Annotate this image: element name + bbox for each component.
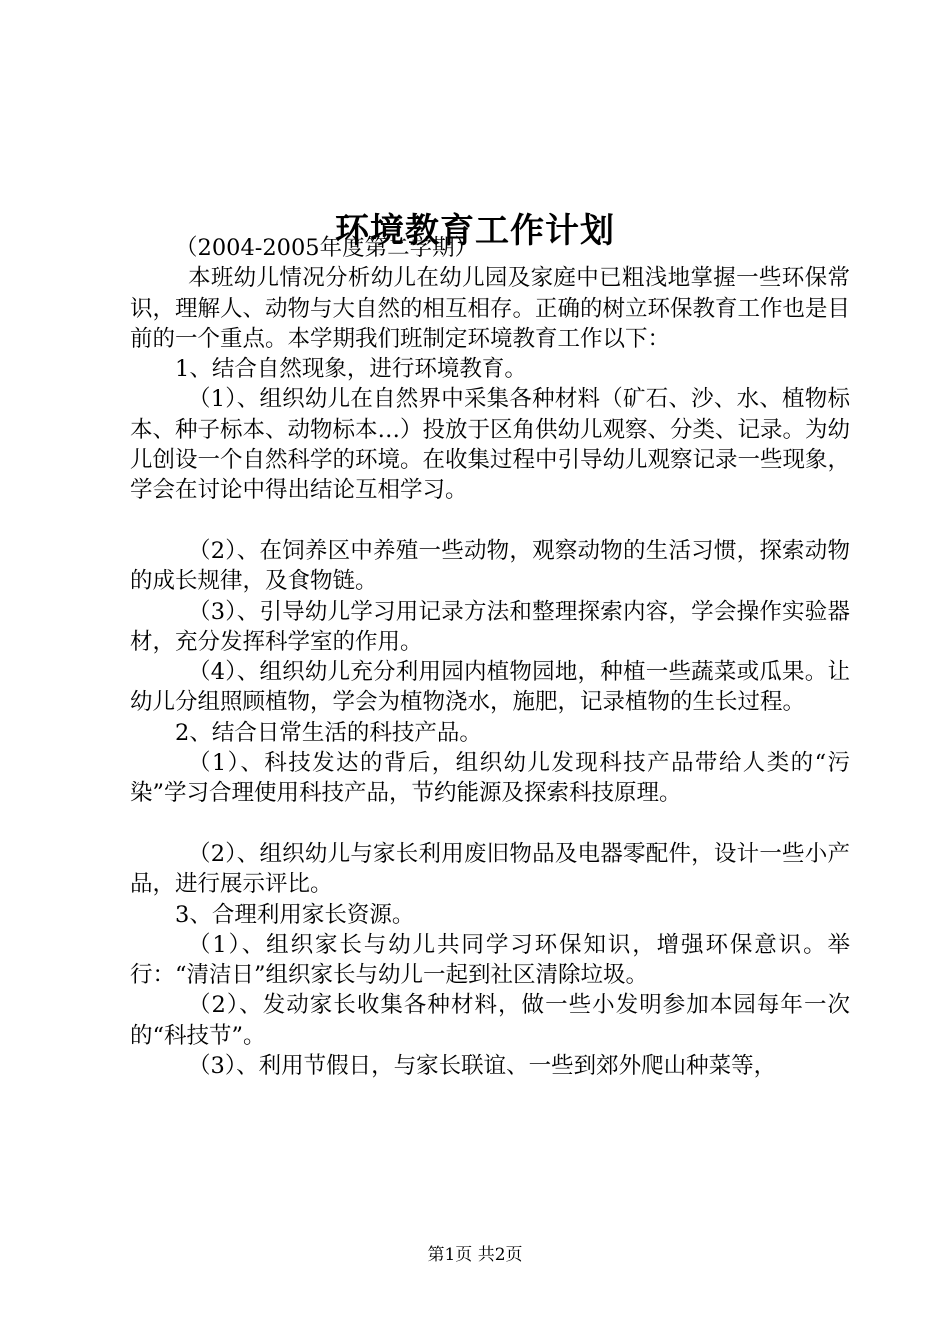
list-item: （1）、组织家长与幼儿共同学习环保知识，增强环保意识。举行：“清洁日”组织家长与幼儿一起到社区清除垃圾。: [130, 931, 850, 989]
subtitle: （2004-2005年度第二学期）: [175, 235, 478, 261]
list-item: （2）、组织幼儿与家长利用废旧物品及电器零配件，设计一些小产品，进行展示评比。: [130, 840, 850, 898]
page-footer: 第1页 共2页: [427, 1245, 523, 1265]
paragraph-spacer: [130, 506, 850, 536]
list-item: （2）、发动家长收集各种材料，做一些小发明参加本园每年一次的“科技节”。: [130, 992, 850, 1049]
list-item: （4）、组织幼儿充分利用园内植物园地，种植一些蔬菜或瓜果。让幼儿分组照顾植物，学会为植物浇水，施肥，记录植物的生长过程。: [130, 659, 850, 716]
list-item: （3）、引导幼儿学习用记录方法和整理探索内容，学会操作实验器材，充分发挥科学室的作用。: [130, 598, 850, 655]
section-heading: 1、结合自然现象，进行环境教育。: [175, 356, 527, 383]
intro-paragraph: 本班幼儿情况分析幼儿在幼儿园及家庭中已粗浅地掌握一些环保常识，理解人、动物与大自然的相互相存。正确的树立环保教育工作也是目前的一个重点。本学期我们班制定环境教育工作以下：: [130, 265, 851, 352]
page-title: 环境教育工作计划: [335, 210, 615, 251]
list-item: （1）、组织幼儿在自然界中采集各种材料（矿石、沙、水、植物标本、种子标本、动物标本…）投放于区角供幼儿观察、分类、记录。为幼儿创设一个自然科学的环境。在收集过程中引导幼儿观察记录一些现象，学会在讨论中得出结论互相学习。: [130, 386, 851, 504]
list-item: （3）、利用节假日，与家长联谊、一些到郊外爬山种菜等，: [188, 1053, 777, 1080]
list-item: （1）、科技发达的背后，组织幼儿发现科技产品带给人类的“污染”学习合理使用科技产品，节约能源及探索科技原理。: [130, 750, 850, 807]
section-heading: 2、结合日常生活的科技产品。: [175, 719, 482, 746]
list-item: （2）、在饲养区中养殖一些动物，观察动物的生活习惯，探索动物的成长规律，及食物链。: [130, 537, 850, 595]
document-body: [130, 233, 850, 1081]
section-heading: 3、合理利用家长资源。: [175, 901, 415, 928]
paragraph-spacer: [130, 809, 850, 839]
